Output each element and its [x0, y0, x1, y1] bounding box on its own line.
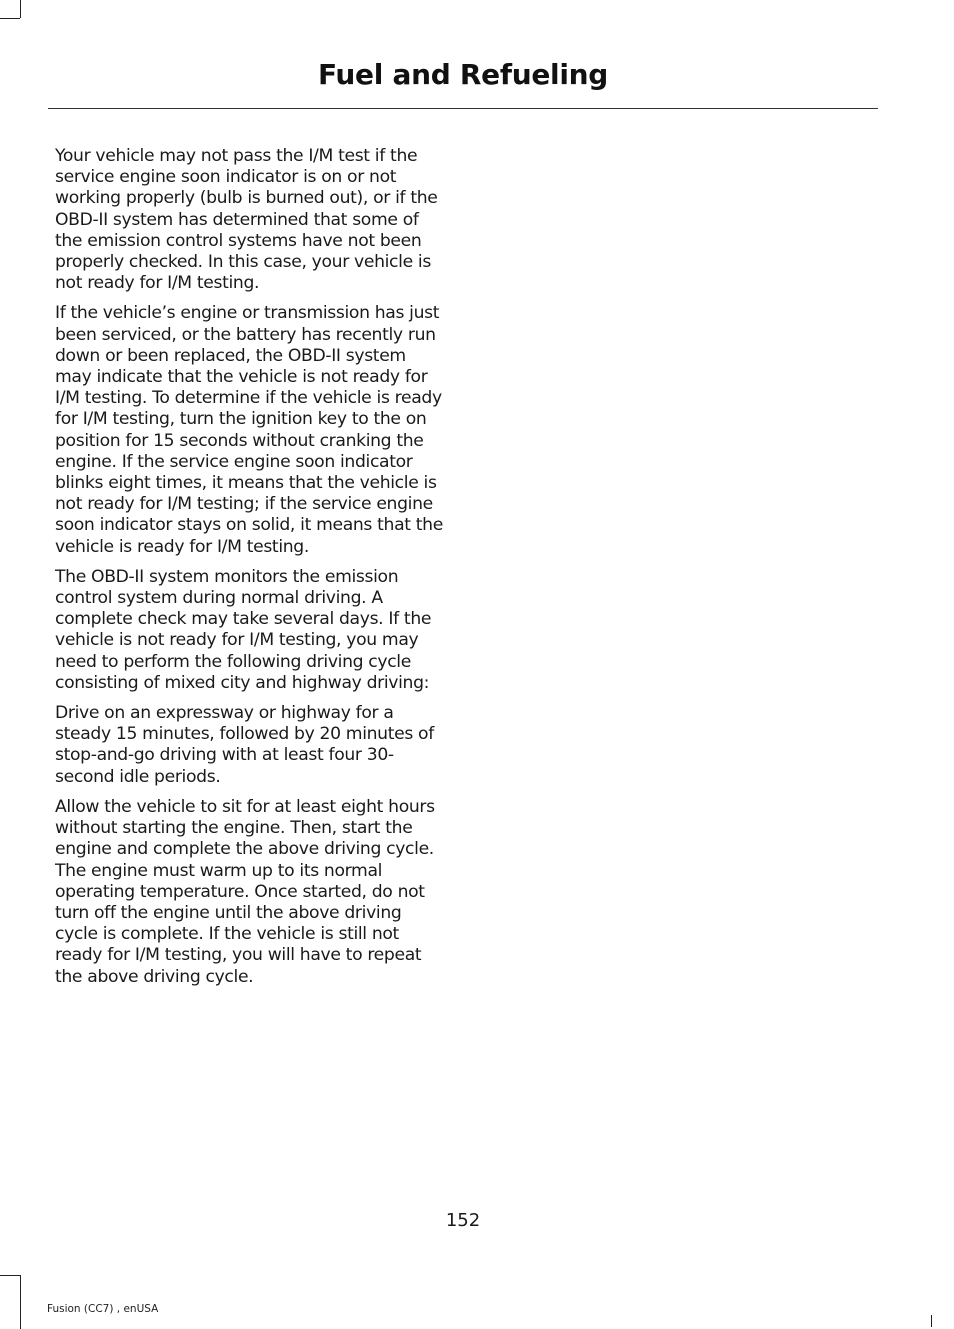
paragraph: Drive on an expressway or highway for a steady 15 minutes, followed by 20 minutes of stop-and-go driving with at least four 30-second idle periods.: [55, 703, 434, 787]
crop-mark-bottom-right-tick: [931, 1315, 932, 1327]
paragraph: Allow the vehicle to sit for at least eight hours without starting the engine. Then, start the engine and complete the above driving cycle. The engine must warm up to its normal operating temperature. Once started, do not turn off the engine until the above driving cycle is complete. If the vehicle is still not ready for I/M testing, you will have to repeat the above driving cycle.: [55, 796, 435, 987]
crop-mark-top-left-vertical: [20, 0, 21, 18]
page-number: 152: [445, 1210, 481, 1231]
text-column: [55, 146, 447, 997]
footer-edition-note: Fusion (CC7) , enUSA: [47, 1303, 159, 1315]
crop-mark-bottom-left-horizontal: [0, 1275, 20, 1276]
crop-mark-bottom-left-tick: [20, 1315, 21, 1327]
page-header: [48, 56, 878, 109]
crop-mark-top-left-horizontal: [0, 18, 20, 19]
paragraph: Your vehicle may not pass the I/M test if the service engine soon indicator is on or not working properly (bulb is burned out), or if the OBD-II system has determined that some of the emission control systems have not been properly checked. In this case, your vehicle is not ready for I/M testing.: [55, 146, 438, 294]
paragraph: The OBD-II system monitors the emission control system during normal driving. A complete check may take several days. If the vehicle is not ready for I/M testing, you may need to perform the following driving cycle consisting of mixed city and highway driving:: [55, 566, 432, 693]
paragraph: If the vehicle’s engine or transmission has just been serviced, or the battery has recently run down or been replaced, the OBD-II system may indicate that the vehicle is not ready for I/M testing. To determine if the vehicle is ready for I/M testing, turn the ignition key to the on position for 15 seconds without cranking the engine. If the service engine soon indicator blinks eight times, it means that the vehicle is not ready for I/M testing; if the service engine soon indicator stays on solid, it means that the vehicle is ready for I/M testing.: [55, 303, 443, 557]
page-title: Fuel and Refueling: [317, 58, 609, 91]
